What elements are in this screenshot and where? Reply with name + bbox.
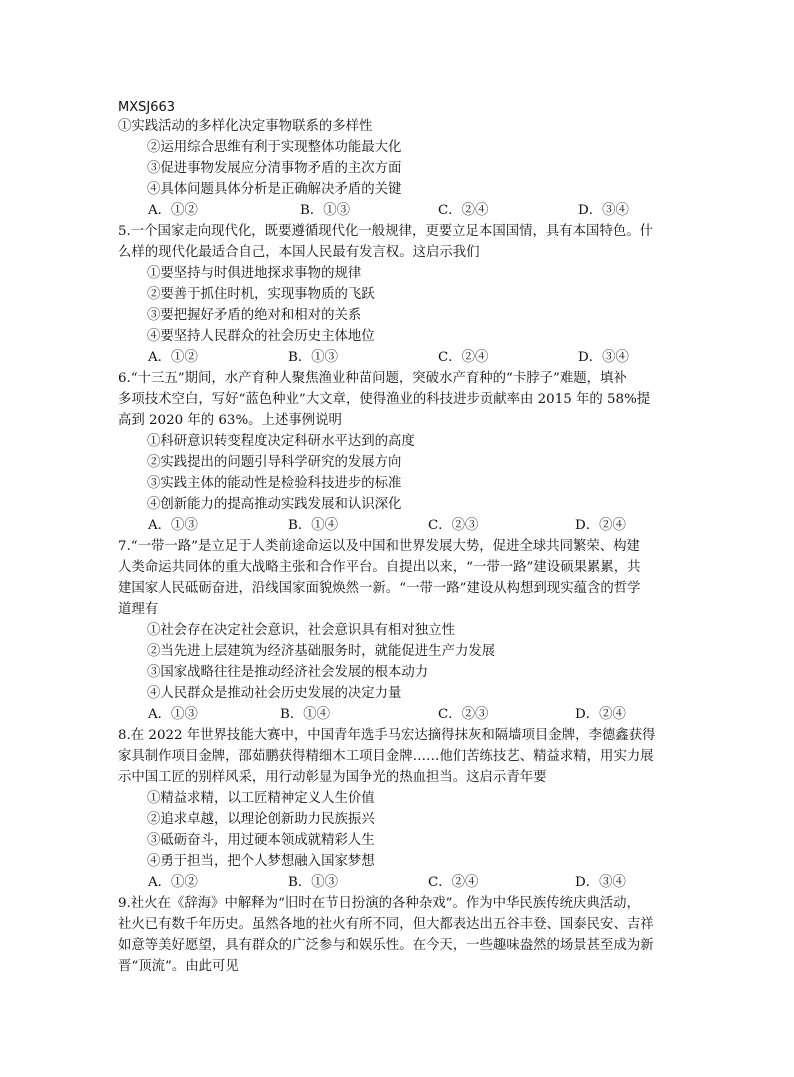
q6-answers (0, 516, 794, 536)
q4-answers (0, 201, 794, 221)
q8-answer-c: C．②④ (428, 875, 479, 890)
q7-stem-line-3: 建国家人民砥砺奋进，沿线国家面貌焕然一新。“一带一路”建设从构想到现实蕴含的哲学 (118, 581, 641, 596)
q6-stem-line-2: 多项技术空白，写好“蓝色种业”大文章，使得渔业的科技进步贡献率由 2015 年的 58%提 (118, 392, 651, 407)
q8-answers (0, 873, 794, 893)
q8-stem-line-1: 8.在 2022 年世界技能大赛中，中国青年选手马宏达摘得抹灰和隔墙项目金牌，李德鑫获得 (118, 728, 656, 743)
q6-answer-d: D．②④ (575, 518, 626, 533)
q4-answer-d: D．③④ (578, 203, 629, 218)
q7-answer-d: D．②④ (575, 707, 626, 722)
q6-option-3: ③实践主体的能动性是检验科技进步的标准 (147, 476, 402, 491)
q4-option-1: ①实践活动的多样化决定事物联系的多样性 (118, 119, 373, 134)
q6-answer-b: B．①④ (288, 518, 339, 533)
q5-stem-line-2: 么样的现代化最适合自己，本国人民最有发言权。这启示我们 (118, 245, 480, 260)
q4-answer-a: A．①② (148, 203, 198, 218)
q9-stem-line-2: 社火已有数千年历史。虽然各地的社火有所不同，但大都表达出五谷丰登、国泰民安、吉祥 (118, 917, 654, 932)
q5-answer-d: D．③④ (578, 350, 629, 365)
q5-option-4: ④要坚持人民群众的社会历史主体地位 (147, 329, 375, 344)
q4-answer-b: B．①③ (300, 203, 351, 218)
q8-answer-a: A．①② (148, 875, 198, 890)
q6-answer-c: C．②③ (428, 518, 479, 533)
q5-answer-c: C．②④ (438, 350, 489, 365)
q6-stem-line-3: 高到 2020 年的 63%。上述事例说明 (118, 413, 342, 428)
q7-option-1: ①社会存在决定社会意识，社会意识具有相对独立性 (147, 623, 455, 638)
q4-option-3: ③促进事物发展应分清事物矛盾的主次方面 (147, 161, 402, 176)
q8-answer-b: B．①③ (288, 875, 339, 890)
q8-stem-line-3: 示中国工匠的别样风采，用行动彰显为国争光的热血担当。这启示青年要 (118, 770, 547, 785)
exam-code: MXSJ663 (118, 100, 176, 115)
q8-option-1: ①精益求精，以工匠精神定义人生价值 (147, 791, 375, 806)
q4-option-4: ④具体问题具体分析是正确解决矛盾的关键 (147, 182, 402, 197)
q7-option-3: ③国家战略往往是推动经济社会发展的根本动力 (147, 665, 429, 680)
q6-stem-line-1: 6.“十三五”期间，水产育种人聚焦渔业种苗问题，突破水产育种的“卡脖子”难题，填补 (118, 371, 627, 386)
q7-answer-b: B．①④ (280, 707, 331, 722)
q4-option-2: ②运用综合思维有利于实现整体功能最大化 (147, 140, 402, 155)
q9-stem-line-4: 晋“顶流”。由此可见 (118, 959, 239, 974)
q5-stem-line-1: 5.一个国家走向现代化，既要遵循现代化一般规律，更要立足本国国情，具有本国特色。什 (118, 224, 654, 239)
q7-answer-a: A．①③ (148, 707, 198, 722)
q6-option-4: ④创新能力的提高推动实践发展和认识深化 (147, 497, 402, 512)
q7-option-2: ②当先进上层建筑为经济基础服务时，就能促进生产力发展 (147, 644, 496, 659)
q9-stem-line-1: 9.社火在《辞海》中解释为“旧时在节日扮演的各种杂戏”。作为中华民族传统庆典活动， (118, 896, 640, 911)
q8-stem-line-2: 家具制作项目金牌，邵茹鹏获得精细木工项目金牌……他们苦练技艺、精益求精，用实力展 (118, 749, 654, 764)
q8-answer-d: D．③④ (575, 875, 626, 890)
q7-answer-c: C．②③ (438, 707, 489, 722)
q5-answer-b: B．①③ (288, 350, 339, 365)
q7-answers (0, 705, 794, 725)
q7-stem-line-2: 人类命运共同体的重大战略主张和合作平台。自提出以来，“一带一路”建设硕果累累，共 (118, 560, 641, 575)
q5-option-1: ①要坚持与时俱进地探求事物的规律 (147, 266, 362, 281)
q5-option-3: ③要把握好矛盾的绝对和相对的关系 (147, 308, 362, 323)
q6-option-2: ②实践提出的问题引导科学研究的发展方向 (147, 455, 402, 470)
q8-option-3: ③砥砺奋斗，用过硬本领成就精彩人生 (147, 833, 375, 848)
q7-option-4: ④人民群众是推动社会历史发展的决定力量 (147, 686, 402, 701)
q5-answer-a: A．①② (148, 350, 198, 365)
q5-answers (0, 348, 794, 368)
q6-answer-a: A．①③ (148, 518, 198, 533)
q8-option-4: ④勇于担当，把个人梦想融入国家梦想 (147, 854, 375, 869)
q8-option-2: ②追求卓越，以理论创新助力民族振兴 (147, 812, 375, 827)
q4-answer-c: C．②④ (438, 203, 489, 218)
q5-option-2: ②要善于抓住时机，实现事物质的飞跃 (147, 287, 375, 302)
q9-stem-line-3: 如意等美好愿望，具有群众的广泛参与和娱乐性。在今天，一些趣味盎然的场景甚至成为新 (118, 938, 654, 953)
q7-stem-line-4: 道理有 (118, 602, 159, 617)
q6-option-1: ①科研意识转变程度决定科研水平达到的高度 (147, 434, 415, 449)
q7-stem-line-1: 7.“一带一路”是立足于人类前途命运以及中国和世界发展大势，促进全球共同繁荣、构建 (118, 539, 640, 554)
